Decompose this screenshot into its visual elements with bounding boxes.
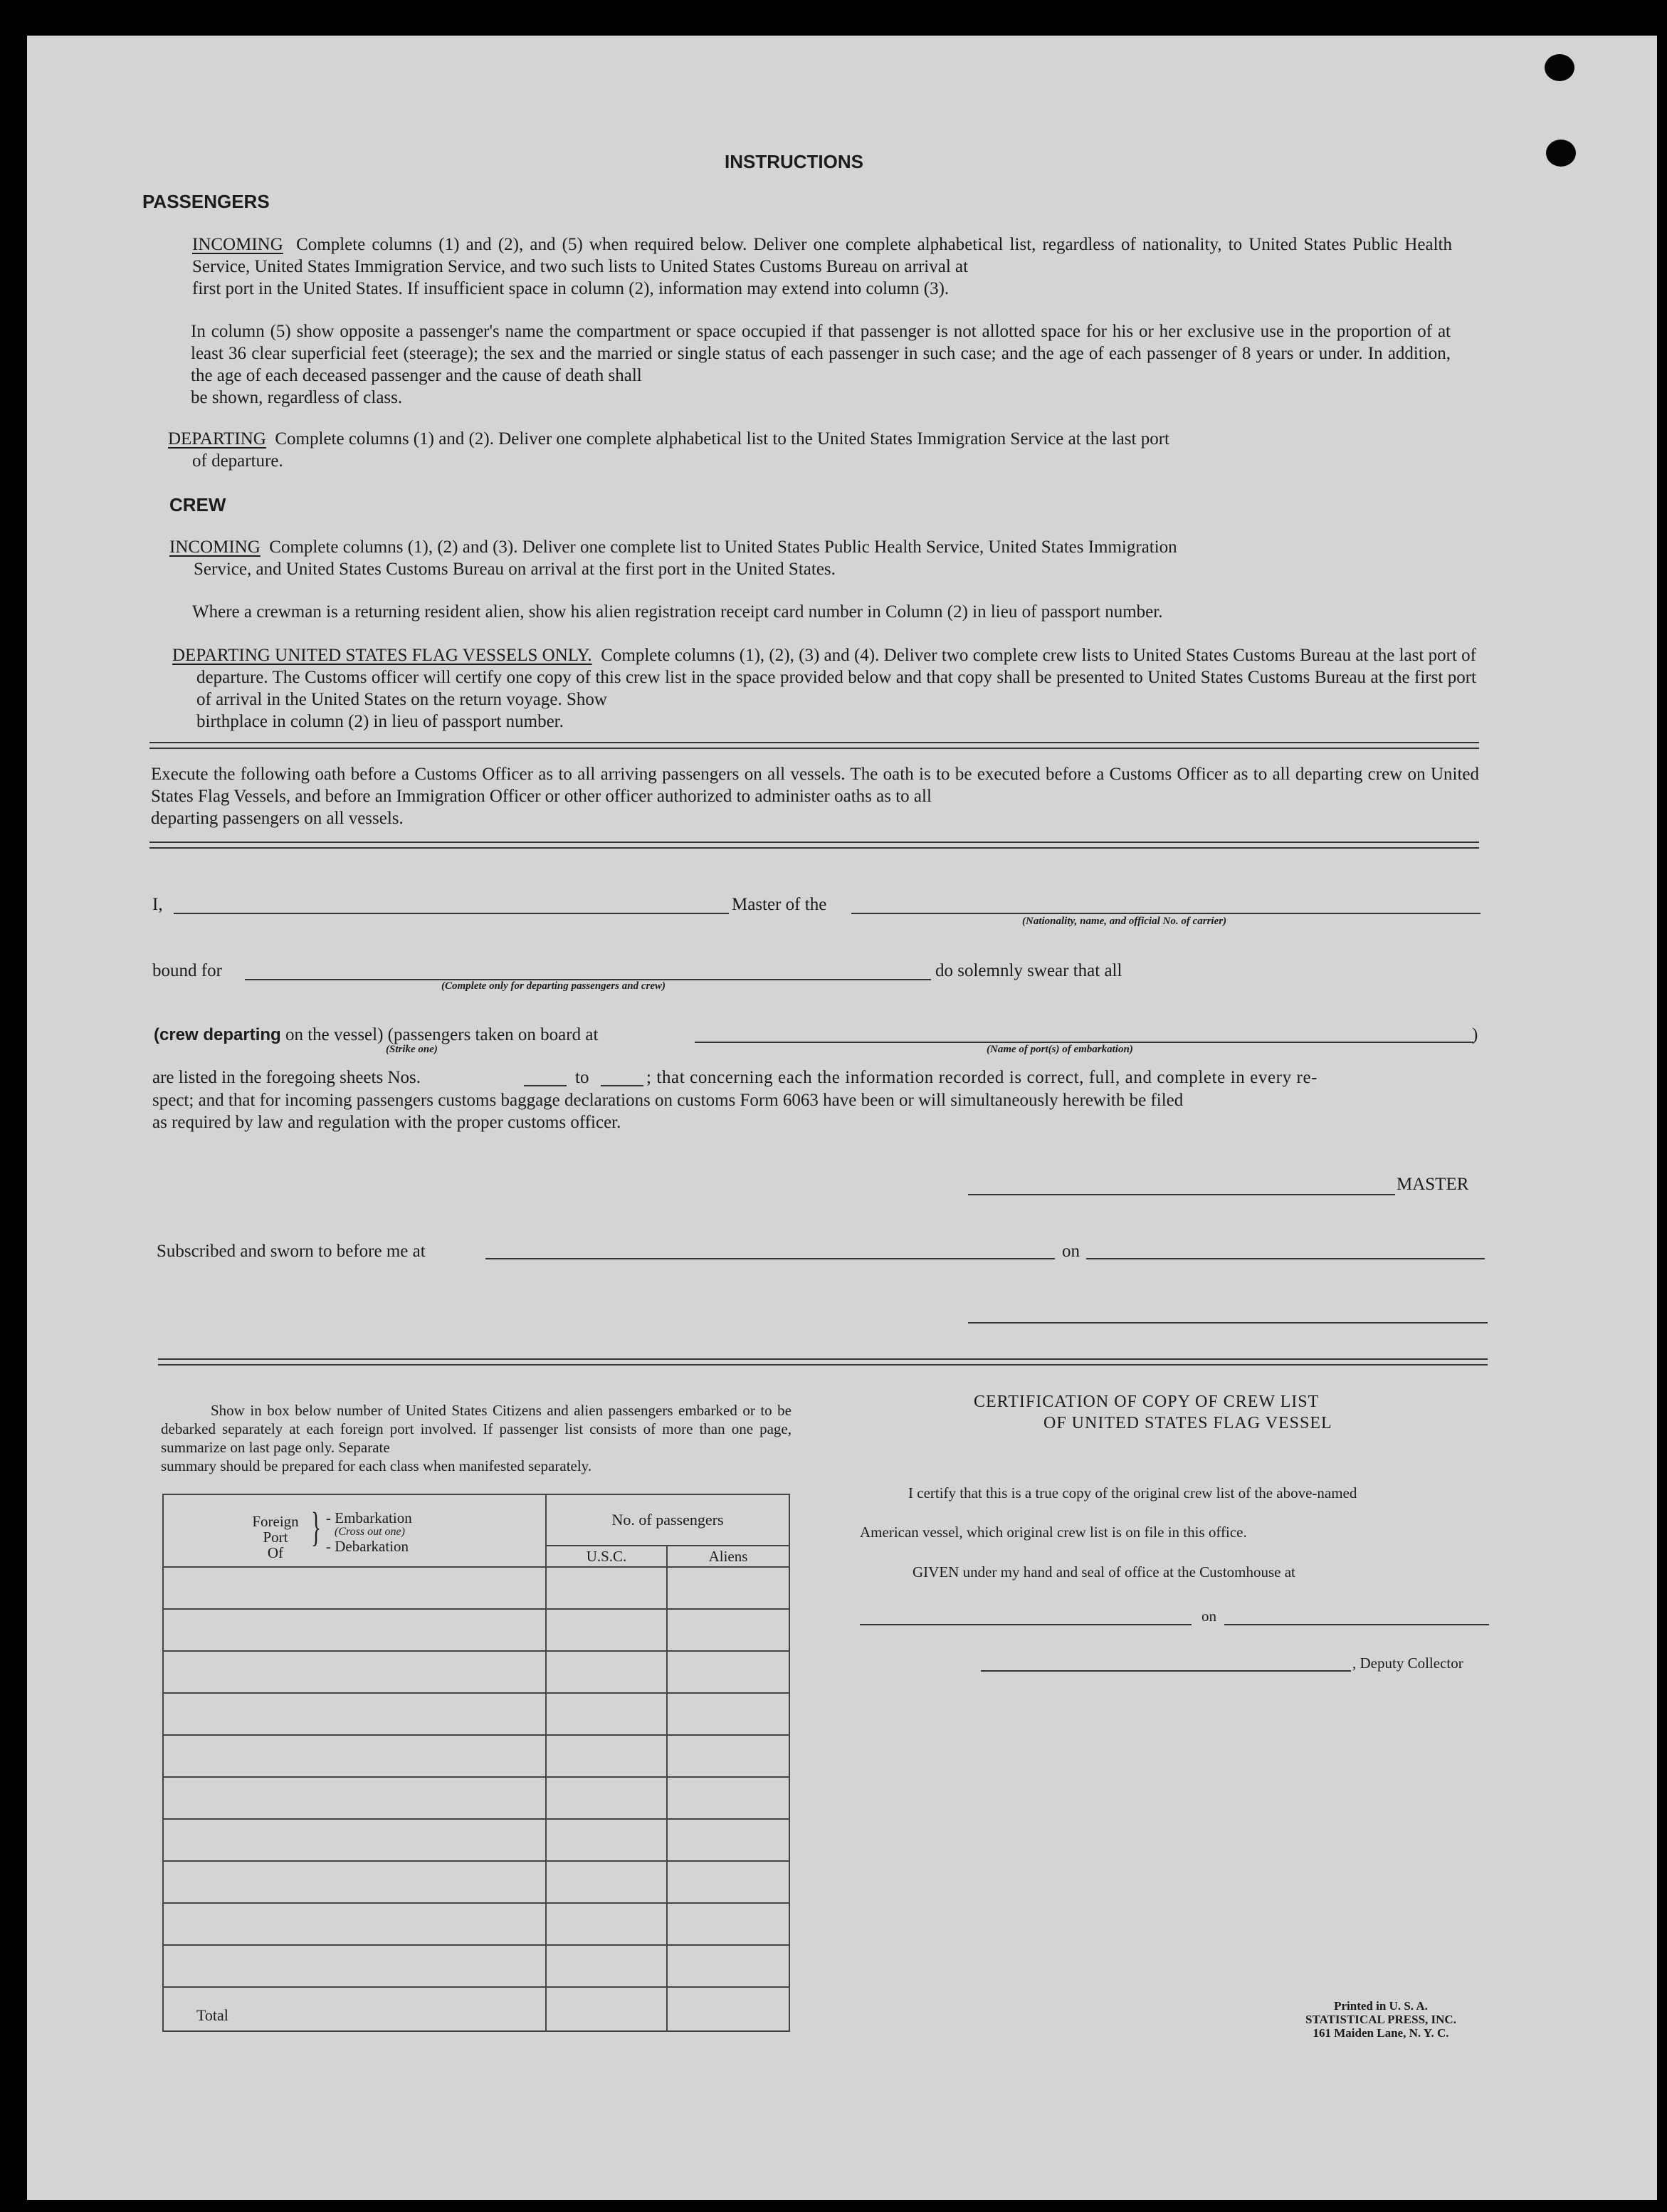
table-row — [163, 1903, 789, 1945]
total-aliens-cell[interactable] — [667, 1987, 789, 2031]
passengers-incoming-label: INCOMING — [192, 235, 283, 254]
port-cell[interactable] — [163, 1945, 546, 1987]
table-row — [163, 1609, 789, 1651]
port-cell[interactable] — [163, 1903, 546, 1945]
carrier-line[interactable] — [851, 913, 1481, 914]
passengers-departing-text: Complete columns (1) and (2). Deliver one complete alphabetical list to the United States Immigration Service at the last port — [275, 429, 1169, 449]
embarkation-option[interactable]: - Embarkation — [326, 1509, 412, 1526]
listed-end: ; that concerning each the information recorded is correct, full, and complete in every re- — [646, 1068, 1318, 1087]
passengers-departing-last: of departure. — [192, 451, 283, 471]
port-cell[interactable] — [163, 1735, 546, 1777]
usc-cell[interactable] — [546, 1945, 667, 1987]
aliens-cell[interactable] — [667, 1735, 789, 1777]
aliens-cell[interactable] — [667, 1777, 789, 1819]
passengers-incoming-paragraph — [167, 234, 1452, 300]
master-label: MASTER — [1397, 1175, 1469, 1194]
total-label: Total — [163, 1987, 546, 2031]
declaration-paragraph — [152, 1089, 1482, 1133]
passengers-column5-text: In column (5) show opposite a passenger's name the compartment or space occupied if that passenger is not allotted space for his or her exclusive use in the proportion of at least 36 clear superficial feet (steerage); the sex and the married or single status of each passenger in such case; and the age of each passenger of 8 years or under. In addition, the age of each deceased passenger and the cause of death shall — [191, 322, 1451, 385]
usc-cell[interactable] — [546, 1567, 667, 1609]
passenger-summary-table — [162, 1494, 790, 2032]
crew-passenger-line — [154, 1024, 598, 1046]
port-cell[interactable] — [163, 1861, 546, 1903]
on-vessel-text: on the vessel) — [285, 1025, 384, 1044]
oath-i: I, — [152, 895, 163, 914]
swear-text: do solemnly swear that all — [935, 961, 1122, 980]
usc-cell[interactable] — [546, 1735, 667, 1777]
strike-hint: (Strike one) — [386, 1044, 438, 1055]
port-cell[interactable] — [163, 1693, 546, 1735]
passengers-count-header: No. of passengers — [546, 1494, 789, 1546]
aliens-cell[interactable] — [667, 1693, 789, 1735]
oath-instructions-text: Execute the following oath before a Customs Officer as to all arriving passengers on all vessels. The oath is to be executed before a Customs Officer as to all departing crew on United States Flag Vessels, and before an Immigration Officer or other officer authorized to administer oaths as to all — [151, 765, 1479, 806]
crew-incoming-last: Service, and United States Customs Bureau on arrival at the first port in the United States. — [194, 560, 836, 579]
subscribed-date-line[interactable] — [1086, 1258, 1485, 1259]
table-row — [163, 1567, 789, 1609]
embarkation-port-line[interactable] — [695, 1042, 1473, 1043]
total-row — [163, 1987, 789, 2031]
usc-header: U.S.C. — [546, 1546, 667, 1567]
section-divider — [149, 742, 1479, 749]
nationality-hint: (Nationality, name, and official No. of carrier) — [1022, 916, 1227, 927]
passengers-column5-last: be shown, regardless of class. — [191, 388, 403, 407]
printer-line-3: 161 Maiden Lane, N. Y. C. — [1313, 2026, 1449, 2040]
certification-heading-1: CERTIFICATION OF COPY OF CREW LIST — [974, 1393, 1320, 1411]
master-signature-line[interactable] — [968, 1194, 1395, 1195]
cross-out-hint: (Cross out one) — [335, 1526, 405, 1538]
usc-cell[interactable] — [546, 1903, 667, 1945]
to-label: to — [575, 1068, 589, 1087]
certification-date-line[interactable] — [1224, 1624, 1489, 1625]
crew-incoming-paragraph — [169, 536, 1476, 580]
table-row — [163, 1693, 789, 1735]
aliens-cell[interactable] — [667, 1945, 789, 1987]
passengers-incoming-text: Complete columns (1) and (2), and (5) when required below. Deliver one complete alphabetical list, regardless of nationality, to United States Public Health Service, United States Immigration Service, and two such lists to United States Customs Bureau on arrival at — [192, 235, 1452, 276]
deputy-collector-label: , Deputy Collector — [1352, 1655, 1463, 1672]
usc-cell[interactable] — [546, 1693, 667, 1735]
aliens-cell[interactable] — [667, 1651, 789, 1693]
aliens-cell[interactable] — [667, 1567, 789, 1609]
passengers-column5-paragraph — [191, 320, 1451, 409]
table-row — [163, 1819, 789, 1861]
subscribed-on-label: on — [1062, 1242, 1080, 1261]
usc-cell[interactable] — [546, 1777, 667, 1819]
page-title: INSTRUCTIONS — [725, 151, 863, 172]
crew-departing-last: birthplace in column (2) in lieu of passport number. — [196, 712, 564, 731]
summary-note-last: summary should be prepared for each class when manifested separately. — [161, 1457, 592, 1474]
foreign-port-header — [163, 1494, 546, 1567]
oath-divider — [149, 842, 1479, 849]
lower-divider — [158, 1358, 1488, 1366]
oath-instructions — [151, 763, 1479, 829]
of-label: Of — [267, 1544, 284, 1561]
officer-signature-line[interactable] — [968, 1322, 1488, 1323]
table-row — [163, 1735, 789, 1777]
crew-departing-text: Complete columns (1), (2), (3) and (4). Deliver two complete crew lists to United States Customs Bureau at the last port of departure. The Customs officer will certify one copy of this crew list in the space provided below and that copy shall be presented to United States Customs Bureau at the first port of arrival in the United States on the return voyage. Show — [196, 646, 1477, 709]
summary-note-text: Show in box below number of United States Citizens and alien passengers embarked or to be debarked separately at each foreign port involved. If passenger list consists of more than one page, summarize on last page only. Separate — [161, 1402, 792, 1456]
given-text: GIVEN under my hand and seal of office at the Customhouse at — [913, 1563, 1295, 1581]
customhouse-line[interactable] — [860, 1624, 1192, 1625]
passengers-incoming-last: first port in the United States. If insufficient space in column (2), information may extend into column (3). — [192, 279, 950, 298]
printer-line-2: STATISTICAL PRESS, INC. — [1305, 2013, 1456, 2026]
passengers-departing-paragraph — [168, 428, 1452, 472]
debarkation-option[interactable]: - Debarkation — [326, 1538, 409, 1555]
bound-for-hint: (Complete only for departing passengers and crew) — [441, 980, 666, 992]
port-cell[interactable] — [163, 1819, 546, 1861]
master-name-line[interactable] — [174, 913, 729, 914]
crew-heading: CREW — [169, 494, 226, 515]
aliens-cell[interactable] — [667, 1819, 789, 1861]
total-usc-cell[interactable] — [546, 1987, 667, 2031]
aliens-cell[interactable] — [667, 1609, 789, 1651]
brace-icon: } — [310, 1504, 321, 1550]
table-row — [163, 1861, 789, 1903]
printer-imprint — [1274, 1999, 1488, 2040]
port-label: Port — [263, 1529, 288, 1546]
aliens-cell[interactable] — [667, 1903, 789, 1945]
sheet-to-line[interactable] — [601, 1085, 643, 1086]
crew-departing-paragraph — [172, 644, 1476, 733]
sheet-from-line[interactable] — [524, 1085, 567, 1086]
port-cell[interactable] — [163, 1567, 546, 1609]
crew-incoming-label: INCOMING — [169, 538, 261, 557]
deputy-signature-line[interactable] — [981, 1670, 1351, 1672]
port-cell[interactable] — [163, 1609, 546, 1651]
summary-note — [161, 1401, 792, 1475]
passengers-departing-label: DEPARTING — [168, 429, 266, 449]
certify-line-2: American vessel, which original crew list is on file in this office. — [860, 1524, 1247, 1541]
crew-departing-label: DEPARTING UNITED STATES FLAG VESSELS ONLY. — [172, 646, 592, 665]
crew-resident-text: Where a crewman is a returning resident alien, show his alien registration receipt card number in Column (2) in lieu of passport number. — [192, 602, 1163, 622]
subscribed-place-line[interactable] — [485, 1258, 1055, 1259]
port-cell[interactable] — [163, 1777, 546, 1819]
bound-for-label: bound for — [152, 961, 222, 980]
close-paren: ) — [1472, 1025, 1478, 1044]
subscribed-label: Subscribed and sworn to before me at — [157, 1242, 426, 1261]
port-hint: (Name of port(s) of embarkation) — [987, 1044, 1133, 1055]
usc-cell[interactable] — [546, 1609, 667, 1651]
crew-departing-option[interactable]: (crew departing — [154, 1025, 281, 1044]
table-row — [163, 1777, 789, 1819]
punch-hole-top — [1545, 54, 1574, 81]
listed-start: are listed in the foregoing sheets Nos. — [152, 1068, 421, 1087]
table-row — [163, 1945, 789, 1987]
usc-cell[interactable] — [546, 1651, 667, 1693]
crew-incoming-text: Complete columns (1), (2) and (3). Deliver one complete list to United States Public Health Service, United States Immigration — [269, 538, 1177, 557]
port-cell[interactable] — [163, 1651, 546, 1693]
aliens-cell[interactable] — [667, 1861, 789, 1903]
certify-line-1: I certify that this is a true copy of the original crew list of the above-named — [908, 1484, 1357, 1501]
usc-cell[interactable] — [546, 1861, 667, 1903]
aliens-header: Aliens — [667, 1546, 789, 1567]
certification-on-label: on — [1201, 1608, 1216, 1625]
foreign-label: Foreign — [252, 1513, 299, 1530]
usc-cell[interactable] — [546, 1819, 667, 1861]
passengers-heading: PASSENGERS — [142, 191, 270, 212]
declaration-last: as required by law and regulation with the proper customs officer. — [152, 1113, 621, 1132]
master-of-the-label: Master of the — [732, 895, 827, 914]
declaration-text: spect; and that for incoming passengers customs baggage declarations on customs Form 6063 have been or will simultaneously herewith be filed — [152, 1091, 1184, 1110]
certification-heading-2: OF UNITED STATES FLAG VESSEL — [1043, 1414, 1332, 1432]
passengers-taken-option[interactable]: (passengers taken on board at — [387, 1025, 599, 1044]
punch-hole-bottom — [1546, 140, 1576, 167]
table-row — [163, 1651, 789, 1693]
printer-line-1: Printed in U. S. A. — [1334, 1999, 1428, 2013]
oath-instructions-last: departing passengers on all vessels. — [151, 809, 404, 828]
